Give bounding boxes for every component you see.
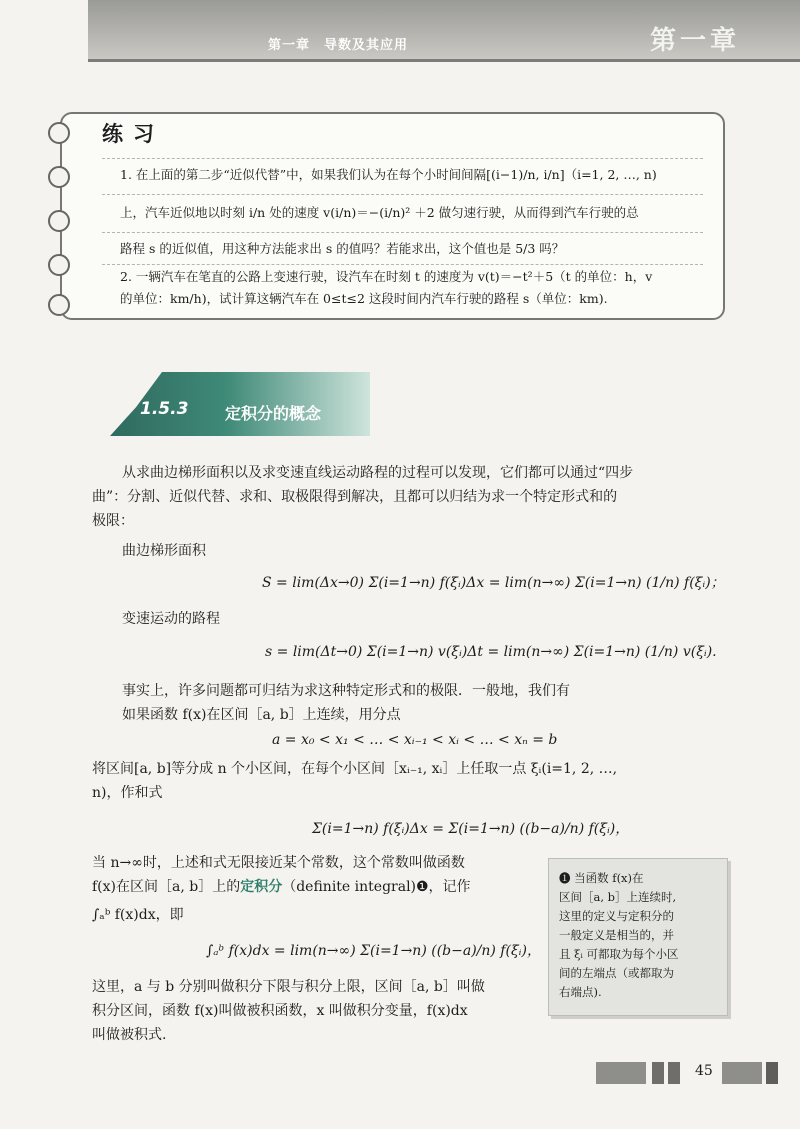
- paragraph-line: 曲”：分割、近似代替、求和、取极限得到解决，且都可以归结为求一个特定形式和的: [92, 489, 618, 505]
- definition-text: f(x)在区间［a, b］上的: [92, 879, 241, 895]
- binder-ring-icon: [48, 122, 70, 144]
- footer-bar: [652, 1062, 664, 1084]
- definite-integral-term: 定积分: [240, 879, 283, 895]
- paragraph-line: 极限：: [92, 513, 134, 529]
- area-label: 曲边梯形面积: [122, 543, 206, 559]
- definition-text: （definite integral)❶，记作: [282, 879, 471, 895]
- paragraph-line: 当 n→∞时，上述和式无限接近某个常数，这个常数叫做函数: [92, 855, 465, 871]
- paragraph-line: 事实上，许多问题都可归结为求这种特定形式和的极限．一般地，我们有: [122, 683, 570, 699]
- definition-line: [92, 876, 471, 898]
- paragraph-line: 从求曲边梯形面积以及求变速直线运动路程的过程可以发现，它们都可以通过“四步: [122, 465, 634, 481]
- path-label: 变速运动的路程: [122, 611, 220, 627]
- paragraph-line: n)，作和式: [92, 785, 163, 801]
- footer-bar: [766, 1062, 778, 1084]
- dashed-rule: [102, 264, 703, 265]
- chapter-tab: 第一章: [649, 26, 740, 56]
- side-note-text: ❶ 当函数 f(x)在 区间［a, b］上连续时, 这里的定义与定积分的 一般定义是相当的，并 且 ξᵢ 可都取为每个小区 间的左端点（或都取为 右端点).: [559, 871, 679, 999]
- exercise-line: 上，汽车近似地以时刻 i/n 处的速度 v(i/n)＝−(i/n)² ＋2 做匀速行驶，从而得到汽车行驶的总: [120, 205, 639, 220]
- footer-bar: [596, 1062, 646, 1084]
- side-note: [548, 858, 728, 1016]
- area-formula: S = lim(Δx→0) Σ(i=1→n) f(ξᵢ)Δx = lim(n→∞) Σ(i=1→n) (1/n) f(ξᵢ)；: [262, 575, 725, 591]
- dashed-rule: [102, 232, 703, 233]
- page-header: [88, 0, 800, 62]
- binder-ring-icon: [48, 210, 70, 232]
- exercise-line: 路程 s 的近似值，用这种方法能求出 s 的值吗？若能求出，这个值也是 5/3 吗？: [120, 241, 565, 256]
- paragraph-line: 叫做被积式.: [92, 1027, 167, 1043]
- footer-bar: [668, 1062, 680, 1084]
- exercise-box: [60, 112, 725, 320]
- section-title: 定积分的概念: [225, 404, 322, 423]
- section-number: 1.5.3: [140, 399, 189, 419]
- page-number: 45: [695, 1063, 713, 1079]
- integral-formula: ∫ₐᵇ f(x)dx = lim(n→∞) Σ(i=1→n) ((b−a)/n) f(ξᵢ)，: [206, 943, 541, 959]
- binder-ring-icon: [48, 254, 70, 276]
- exercise-line: 2. 一辆汽车在笔直的公路上变速行驶，设汽车在时刻 t 的速度为 v(t)＝−t²＋5（t 的单位：h，v: [120, 269, 653, 284]
- paragraph-line: 如果函数 f(x)在区间［a, b］上连续，用分点: [122, 707, 401, 723]
- paragraph-line: 将区间[a, b]等分成 n 个小区间，在每个小区间［xᵢ₋₁, xᵢ］上任取一点 ξᵢ(i=1, 2, …,: [92, 761, 618, 777]
- path-formula: s = lim(Δt→0) Σ(i=1→n) v(ξᵢ)Δt = lim(n→∞) Σ(i=1→n) (1/n) v(ξᵢ).: [265, 644, 717, 660]
- exercise-line: 1. 在上面的第二步“近似代替”中，如果我们认为在每个小时间间隔[(i−1)/n, i/n]（i=1, 2, …, n): [120, 167, 657, 182]
- notation-line: ∫ₐᵇ f(x)dx，即: [92, 907, 184, 923]
- binder-ring-icon: [48, 294, 70, 316]
- dashed-rule: [102, 158, 703, 159]
- paragraph-line: 积分区间，函数 f(x)叫做被积函数，x 叫做积分变量，f(x)dx: [92, 1003, 468, 1019]
- footer-bar: [722, 1062, 762, 1084]
- binder-ring-icon: [48, 166, 70, 188]
- dashed-rule: [102, 194, 703, 195]
- sum-formula: Σ(i=1→n) f(ξᵢ)Δx = Σ(i=1→n) ((b−a)/n) f(ξᵢ)，: [312, 821, 630, 837]
- exercise-title: 练习: [102, 122, 164, 146]
- partition-formula: a = x₀ < x₁ < … < xᵢ₋₁ < xᵢ < … < xₙ = b: [272, 732, 558, 748]
- paragraph-line: 这里，a 与 b 分别叫做积分下限与积分上限，区间［a, b］叫做: [92, 979, 485, 995]
- running-title: 第一章 导数及其应用: [268, 38, 409, 53]
- exercise-line: 的单位：km/h)，试计算这辆汽车在 0≤t≤2 这段时间内汽车行驶的路程 s（单位：km).: [120, 291, 608, 306]
